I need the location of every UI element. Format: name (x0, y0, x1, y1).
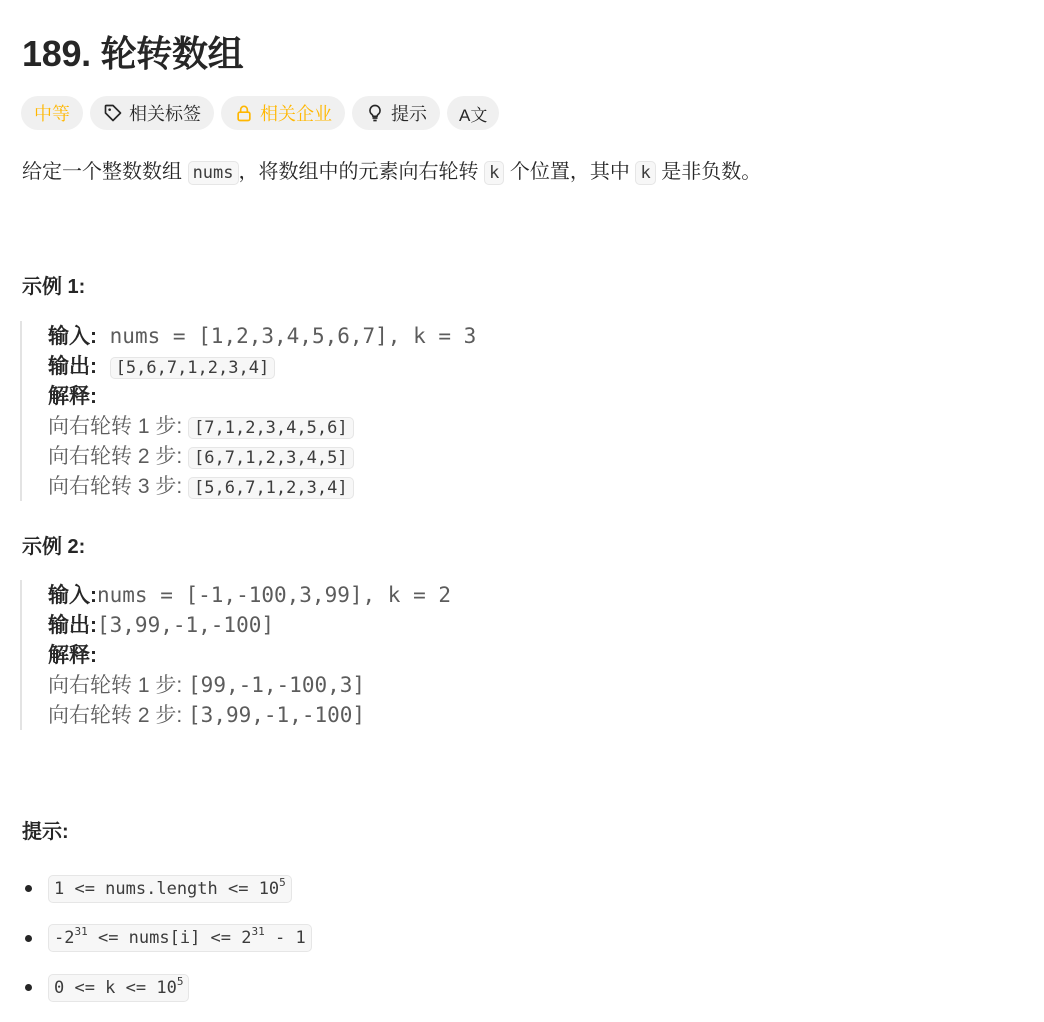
difficulty-badge (21, 96, 83, 130)
example-1-step-1 (48, 411, 476, 441)
related-tags-button[interactable] (90, 96, 214, 130)
related-tags-label: 相关标签 (129, 104, 201, 124)
explain-label: 解释: (48, 644, 97, 667)
related-companies-label: 相关企业 (260, 104, 332, 124)
desc-text: ，将数组中的元素向右轮转 (238, 161, 485, 183)
exponent: 31 (251, 925, 265, 939)
input-value: nums = [-1,-100,3,99], k = 2 (97, 583, 452, 607)
translate-icon: A文 (459, 105, 488, 125)
difficulty-label: 中等 (34, 104, 70, 124)
inline-code: k (635, 161, 655, 185)
example-1-heading: 示例 1: (22, 276, 86, 298)
input-label: 输入: (48, 584, 97, 607)
input-value: nums = [1,2,3,4,5,6,7], k = 3 (109, 324, 477, 348)
constraint-text: - 1 (264, 928, 306, 949)
exponent: 5 (176, 974, 184, 988)
exponent: 31 (74, 925, 88, 939)
example-1-block (20, 321, 476, 501)
step-value: [5,6,7,1,2,3,4] (188, 477, 354, 499)
example-2-step-2 (48, 700, 451, 730)
output-label: 输出: (48, 614, 97, 637)
desc-text: 给定一个整数数组 (22, 161, 188, 183)
step-value: [3,99,-1,-100] (188, 703, 366, 727)
list-item (22, 963, 312, 1013)
bullet-icon (25, 984, 32, 991)
output-label: 输出: (48, 355, 97, 378)
step-text: 向右轮转 2 步: (48, 445, 189, 468)
constraint-code (48, 974, 189, 1002)
explain-label: 解释: (48, 385, 97, 408)
output-value: [3,99,-1,-100] (97, 613, 275, 637)
example-2-heading: 示例 2: (22, 536, 86, 558)
example-2-input (48, 580, 451, 610)
related-companies-button[interactable] (221, 96, 345, 130)
tag-icon (103, 103, 123, 123)
step-text: 向右轮转 1 步: (48, 415, 189, 438)
constraint-text: -2 (54, 928, 75, 949)
constraint-code (48, 924, 312, 952)
bullet-icon (25, 935, 32, 942)
exponent: 5 (279, 875, 286, 889)
step-value: [6,7,1,2,3,4,5] (188, 447, 354, 469)
step-value: [99,-1,-100,3] (188, 673, 366, 697)
step-text: 向右轮转 1 步: (48, 674, 189, 697)
example-1-input (48, 321, 476, 351)
list-item (22, 864, 312, 914)
hint-label: 提示 (391, 104, 427, 124)
example-1-explain (48, 381, 476, 411)
constraint-text: 1 <= nums.length <= 10 (54, 878, 280, 899)
example-1-step-2 (48, 441, 476, 471)
example-1-output (48, 351, 476, 381)
translate-button[interactable] (447, 96, 499, 130)
inline-code: k (484, 161, 504, 185)
example-2-explain (48, 640, 451, 670)
constraint-text: <= nums[i] <= 2 (87, 928, 252, 949)
input-label: 输入: (48, 325, 97, 348)
constraint-text: 0 <= k <= 10 (54, 977, 177, 998)
lightbulb-icon (365, 103, 385, 123)
step-value: [7,1,2,3,4,5,6] (188, 417, 354, 439)
hint-button[interactable] (352, 96, 440, 130)
constraint-code (48, 875, 292, 903)
example-2-output (48, 610, 451, 640)
step-text: 向右轮转 3 步: (48, 475, 189, 498)
page-title: 189. 轮转数组 (22, 33, 244, 74)
bullet-icon (25, 885, 32, 892)
output-value: [5,6,7,1,2,3,4] (110, 357, 276, 379)
lock-icon (234, 103, 254, 123)
list-item (22, 914, 312, 964)
constraints-heading: 提示: (22, 821, 69, 843)
tag-bar (21, 96, 499, 130)
example-2-step-1 (48, 670, 451, 700)
problem-description (22, 158, 761, 187)
constraints-list (22, 864, 312, 1013)
inline-code: nums (188, 161, 239, 185)
step-text: 向右轮转 2 步: (48, 704, 189, 727)
desc-text: 是非负数。 (655, 161, 762, 183)
example-1-step-3 (48, 471, 476, 501)
desc-text: 个位置，其中 (504, 161, 636, 183)
example-2-block (20, 580, 451, 730)
